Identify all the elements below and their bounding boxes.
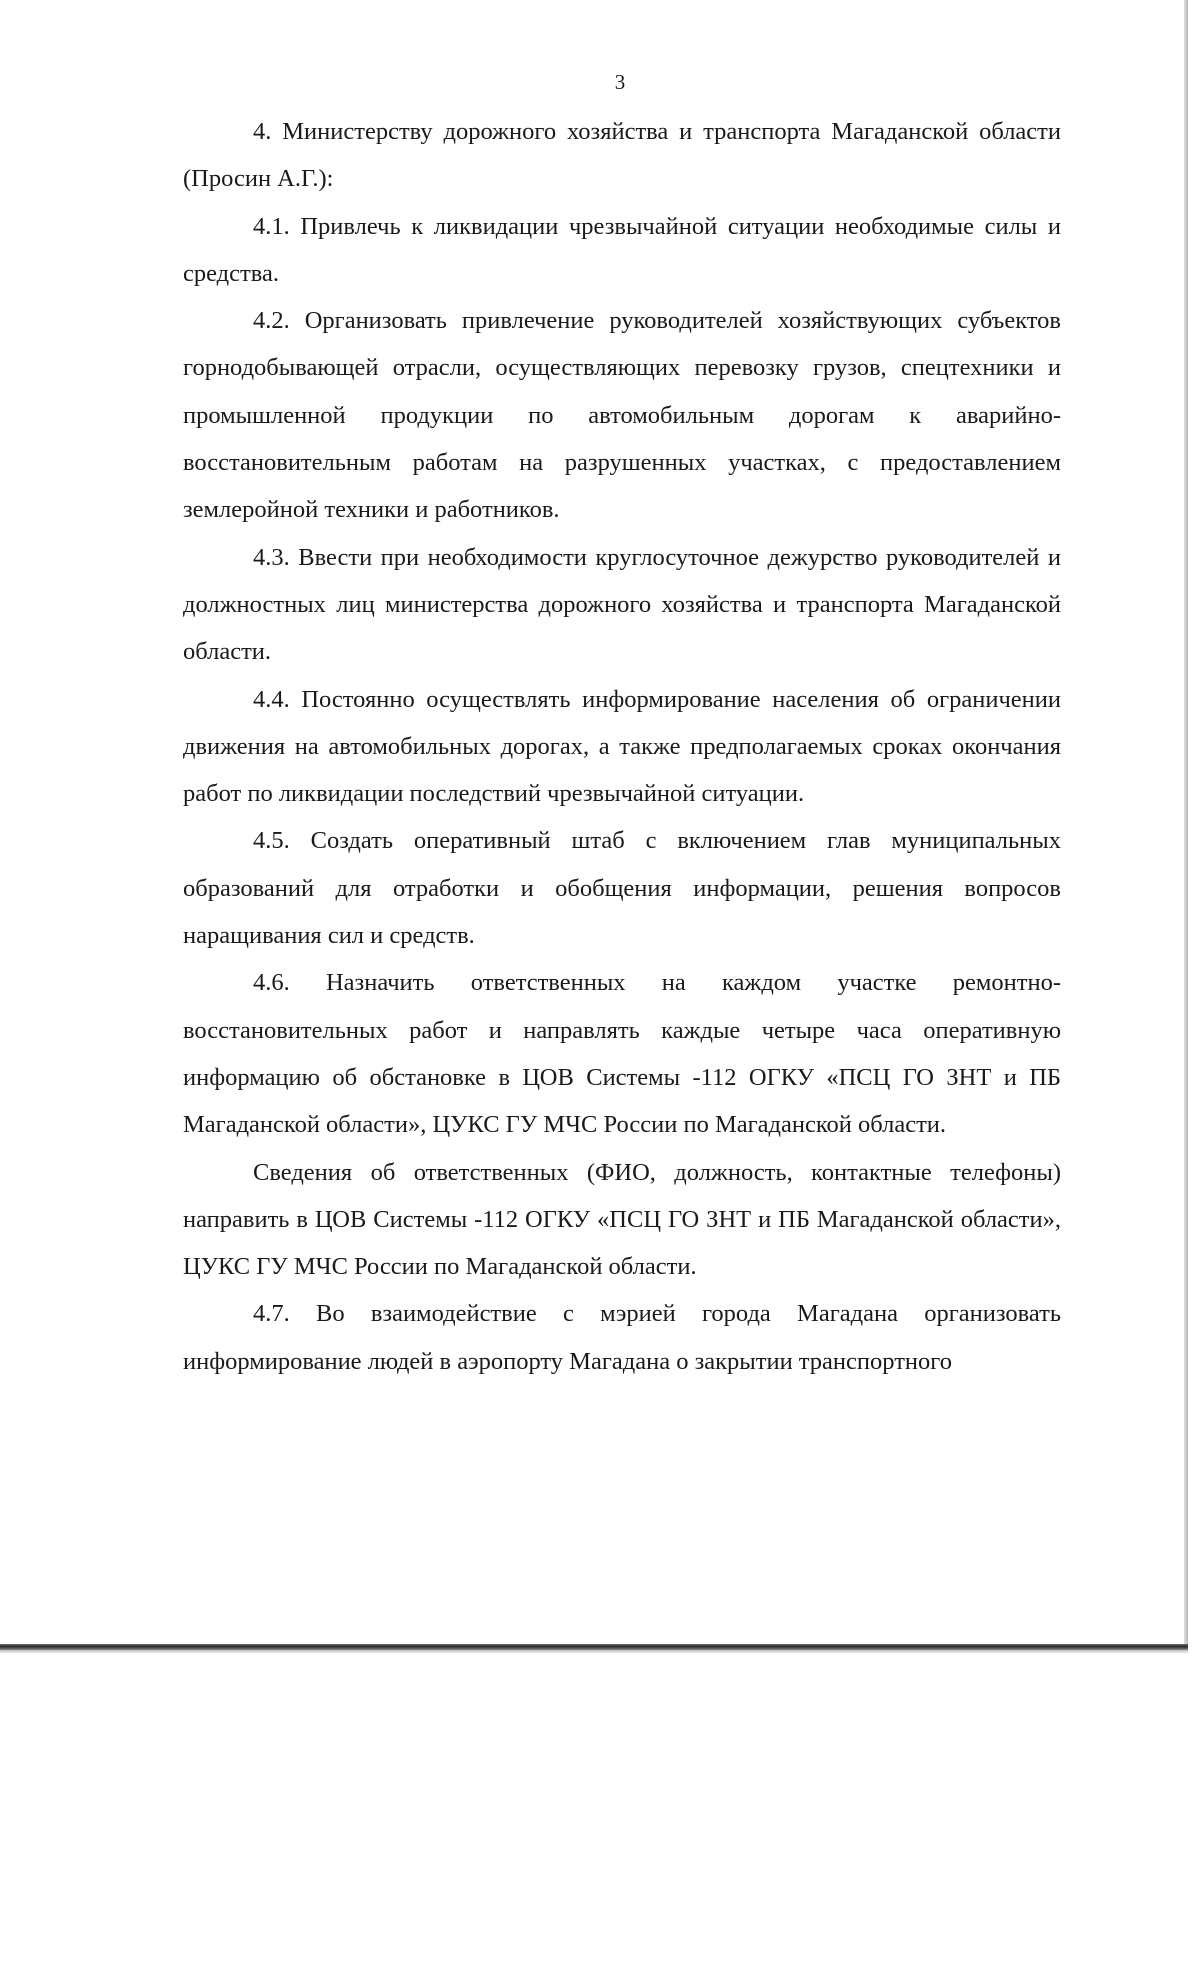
paragraph-responsible-info: Сведения об ответственных (ФИО, должность, контактные телефоны) направить в ЦОВ Системы -112 ОГКУ «ПСЦ ГО ЗНТ и ПБ Магаданской области», ЦУКС ГУ МЧС России по Магаданской области. (183, 1158, 1061, 1281)
page-shadow (0, 1650, 1188, 1654)
page-number: 3 (614, 70, 626, 94)
paragraph-4: 4. Министерству дорожного хозяйства и транспорта Магаданской области (Просин А.Г.): (183, 118, 1061, 193)
paragraph-4-7: 4.7. Во взаимодействие с мэрией города Магадана организовать информирование людей в аэропорту Магадана о закрытии транспортного (183, 1300, 1061, 1375)
document-body (183, 108, 1061, 1385)
paragraph-4-2: 4.2. Организовать привлечение руководителей хозяйствующих субъектов горнодобывающей отрасли, осуществляющих перевозку грузов, спецтехники и промышленной продукции по автомобильным дорогам к аварийно-восстановительным работам на разрушенных участках, с предоставлением землеройной техники и работников. (183, 307, 1061, 524)
page-edge-right (1184, 0, 1188, 1650)
paragraph-4-5: 4.5. Создать оперативный штаб с включением глав муниципальных образований для отработки и обобщения информации, решения вопросов наращивания сил и средств. (183, 827, 1061, 950)
paragraph-4-3: 4.3. Ввести при необходимости круглосуточное дежурство руководителей и должностных лиц министерства дорожного хозяйства и транспорта Магаданской области. (183, 543, 1061, 666)
paragraph-4-1: 4.1. Привлечь к ликвидации чрезвычайной ситуации необходимые силы и средства. (183, 212, 1061, 287)
paragraph-4-6: 4.6. Назначить ответственных на каждом участке ремонтно-восстановительных работ и направлять каждые четыре часа оперативную информацию об обстановке в ЦОВ Системы -112 ОГКУ «ПСЦ ГО ЗНТ и ПБ Магаданской области», ЦУКС ГУ МЧС России по Магаданской области. (183, 969, 1061, 1139)
paragraph-4-4: 4.4. Постоянно осуществлять информирование населения об ограничении движения на автомобильных дорогах, а также предполагаемых сроках окончания работ по ликвидации последствий чрезвычайной ситуации. (183, 685, 1061, 808)
